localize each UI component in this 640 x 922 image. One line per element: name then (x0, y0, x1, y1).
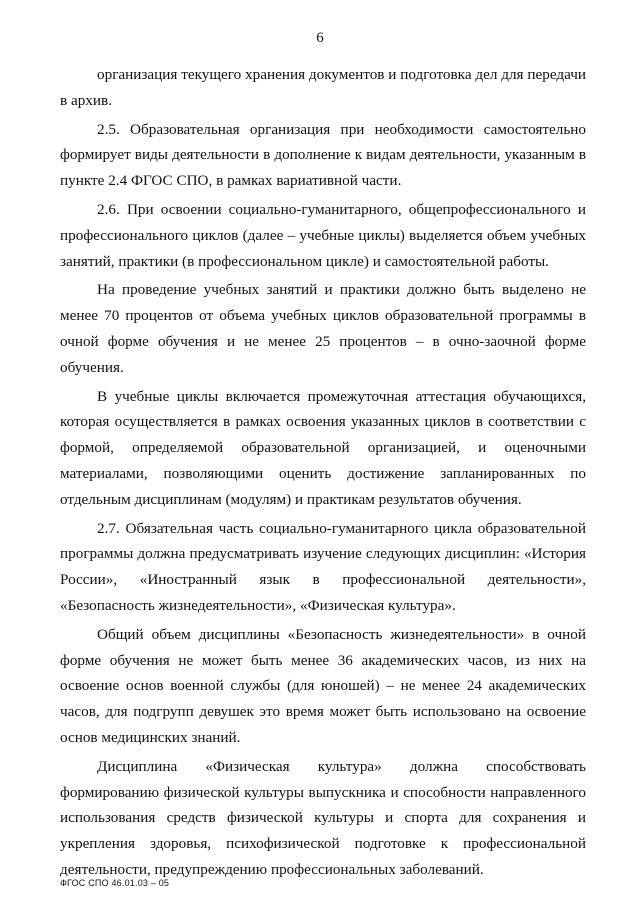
paragraph-intermediate-attestation: В учебные циклы включается промежуточная аттестация обучающихся, которая осуществляется в рамках освоения указанных циклов в соответствии с формой, определяемой образовательной организацией, и оценочными материалами, позволяющими оценить достижение запланированных по отдельным дисциплинам (модулям) и практикам результатов обучения. (60, 387, 586, 508)
paragraph-2-7: 2.7. Обязательная часть социально-гуманитарного цикла образовательной программы должна предусматривать изучение следующих дисциплин: «История России», «Иностранный язык в профессиональной деятельности», «Безопасность жизнедеятельности», «Физическая культура». (60, 519, 586, 614)
paragraph-2-5: 2.5. Образовательная организация при необходимости самостоятельно формирует виды деятельности в дополнение к видам деятельности, указанным в пункте 2.4 ФГОС СПО, в рамках вариативной части. (60, 120, 586, 190)
paragraph-physical-culture: Дисциплина «Физическая культура» должна способствовать формированию физической культуры выпускника и способности направленного использования средств физической культуры и спорта для сохранения и укрепления здоровья, психофизической подготовке к профессиональной деятельности, предупреждению профессиональных заболеваний. (60, 757, 586, 878)
page-number: 6 (316, 30, 324, 46)
paragraph-practice-volume: На проведение учебных занятий и практики должно быть выделено не менее 70 процентов от объема учебных циклов образовательной программы в очной форме обучения и не менее 25 процентов – в очно-заочной форме обучения. (60, 281, 586, 376)
document-footer-code: ФГОС СПО 46.01.03 – 05 (60, 878, 170, 888)
document-body (60, 62, 586, 886)
paragraph-life-safety: Общий объем дисциплины «Безопасность жизнедеятельности» в очной форме обучения не может быть менее 36 академических часов, из них на освоение основ военной службы (для юношей) – не менее 24 академических часов, для подгрупп девушек это время может быть использовано на освоение основ медицинских знаний. (60, 625, 586, 746)
paragraph-2-6: 2.6. При освоении социально-гуманитарного, общепрофессионального и профессионального циклов (далее – учебные циклы) выделяется объем учебных занятий, практики (в профессиональном цикле) и самостоятельной работы. (60, 200, 586, 270)
paragraph-archive-continuation: организация текущего хранения документов и подготовка дел для передачи в архив. (60, 66, 586, 109)
